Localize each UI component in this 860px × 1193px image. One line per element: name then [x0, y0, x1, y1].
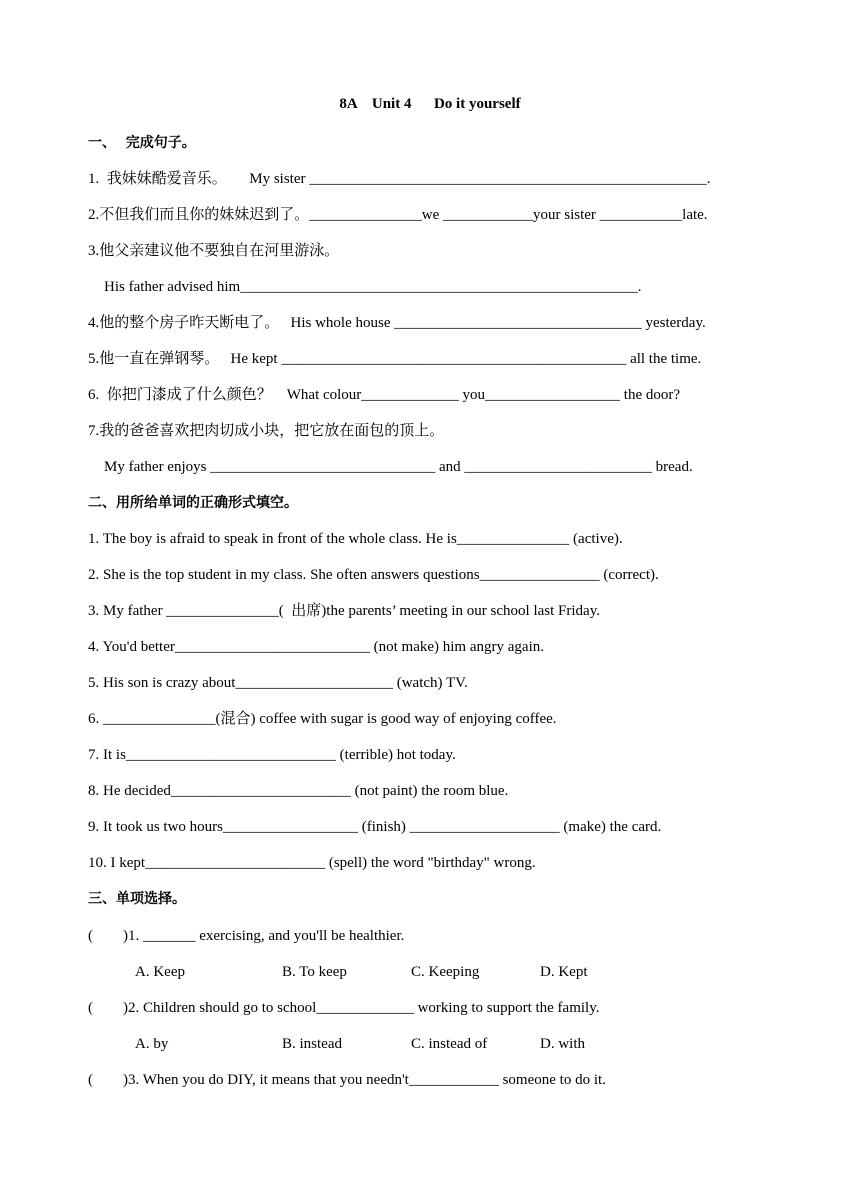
s1-item-3: 3.他父亲建议他不要独自在河里游泳。 [88, 243, 340, 259]
s3-q1-option-a: A. Keep [135, 964, 185, 980]
section2-heading: 二、用所给单词的正确形式填空。 [88, 495, 298, 511]
section3-heading: 三、单项选择。 [88, 891, 186, 907]
s1-item-3-answer: His father advised him_____________________________________________________. [104, 279, 642, 295]
s2-item-10: 10. I kept________________________ (spell) the word "birthday" wrong. [88, 855, 536, 871]
s3-question-3: ( )3. When you do DIY, it means that you needn't____________ someone to do it. [88, 1072, 606, 1088]
s3-question-1: ( )1. _______ exercising, and you'll be healthier. [88, 928, 405, 944]
section1-heading: 一、 完成句子。 [88, 135, 196, 151]
s1-item-1: 1. 我妹妹酷爱音乐。 My sister _____________________________________________________. [88, 171, 711, 187]
s3-q1-option-b: B. To keep [282, 964, 347, 980]
s2-item-3: 3. My father _______________( 出席)the parents’ meeting in our school last Friday. [88, 603, 600, 619]
s2-item-2: 2. She is the top student in my class. She often answers questions________________ (correct). [88, 567, 659, 583]
s3-q2-option-b: B. instead [282, 1036, 342, 1052]
s1-item-2: 2.不但我们而且你的妹妹迟到了。_______________we ____________your sister ___________late. [88, 207, 708, 223]
page-title: 8A Unit 4 Do it yourself [339, 96, 521, 112]
s1-item-5: 5.他一直在弹钢琴。 He kept ______________________________________________ all the time. [88, 351, 702, 367]
s1-item-7-answer: My father enjoys ______________________________ and _________________________ bread. [104, 459, 693, 475]
s2-item-8: 8. He decided________________________ (not paint) the room blue. [88, 783, 509, 799]
s1-item-4: 4.他的整个房子昨天断电了。 His whole house _________________________________ yesterday. [88, 315, 706, 331]
s3-q2-option-c: C. instead of [411, 1036, 488, 1052]
s1-item-7: 7.我的爸爸喜欢把肉切成小块，把它放在面包的顶上。 [88, 423, 445, 439]
s3-question-2: ( )2. Children should go to school_____________ working to support the family. [88, 1000, 600, 1016]
s2-item-6: 6. _______________(混合) coffee with sugar is good way of enjoying coffee. [88, 711, 557, 727]
s3-q2-option-d: D. with [540, 1036, 585, 1052]
s1-item-6: 6. 你把门漆成了什么颜色？ What colour_____________ you__________________ the door? [88, 387, 681, 403]
s2-item-7: 7. It is____________________________ (terrible) hot today. [88, 747, 456, 763]
s2-item-1: 1. The boy is afraid to speak in front of the whole class. He is_______________ (active). [88, 531, 623, 547]
s3-q2-option-a: A. by [135, 1036, 169, 1052]
s2-item-4: 4. You'd better__________________________ (not make) him angry again. [88, 639, 544, 655]
s3-q1-option-c: C. Keeping [411, 964, 480, 980]
s2-item-5: 5. His son is crazy about_____________________ (watch) TV. [88, 675, 468, 691]
s2-item-9: 9. It took us two hours__________________ (finish) ____________________ (make) the card. [88, 819, 662, 835]
s3-q1-option-d: D. Kept [540, 964, 588, 980]
